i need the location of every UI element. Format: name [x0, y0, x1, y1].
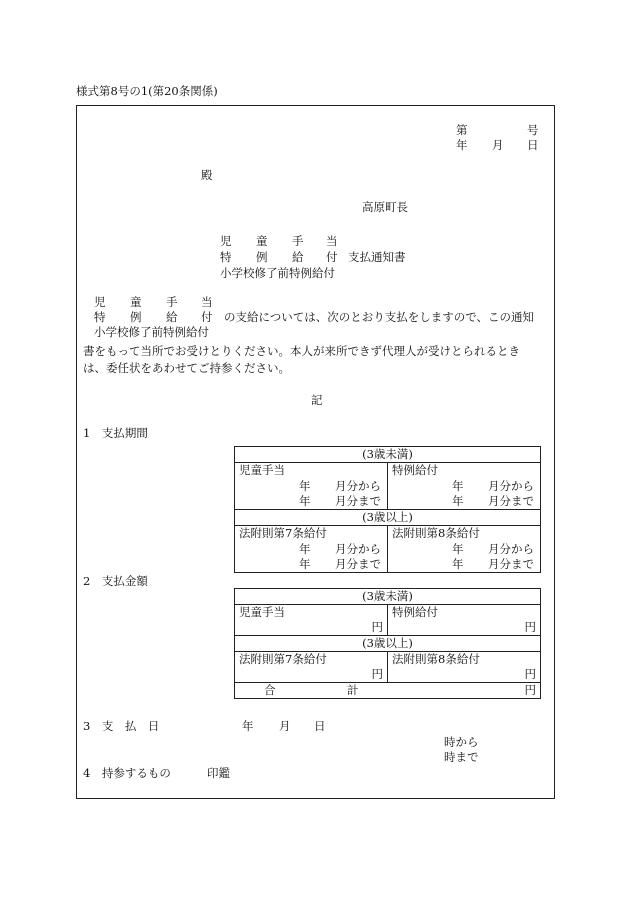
- addressee-suffix: 殿: [201, 168, 213, 182]
- amount-col-d-label: 法附則第8条給付: [392, 652, 480, 666]
- body-stack3: 小学校修了前特例給付: [94, 325, 209, 339]
- period-col-a-label: 児童手当: [239, 463, 285, 477]
- period-c-from-year: 年: [299, 542, 311, 556]
- payment-period-table: [234, 446, 541, 573]
- period-c-from-month: 月分から: [335, 542, 381, 556]
- title-line2-suffix: 支払通知書: [348, 250, 406, 264]
- payday-month: 月: [279, 719, 291, 733]
- time-from: 時から: [444, 735, 479, 749]
- form-title: 様式第8号の1(第20条関係): [76, 84, 218, 98]
- body-stack2-c2: 例: [130, 310, 142, 324]
- period-cell-b: [388, 463, 541, 510]
- issuer: 高原町長: [362, 200, 408, 214]
- period-col-b-label: 特例給付: [392, 463, 438, 477]
- period-b-from-year: 年: [452, 479, 464, 493]
- amount-col-c-label: 法附則第7条給付: [239, 652, 327, 666]
- date-day: 日: [527, 138, 539, 152]
- period-b-from-month: 月分から: [488, 479, 534, 493]
- title-line2-c2: 例: [256, 250, 268, 264]
- amount-over3-header: (3歳以上): [235, 636, 541, 652]
- section4-label: 4 持参するもの: [83, 766, 171, 780]
- body-line2: 書をもって当所でお受けとりください。本人が来所できず代理人が受けとられるとき: [83, 344, 520, 358]
- number-right: 号: [527, 123, 539, 137]
- payday-year: 年: [242, 719, 254, 733]
- amount-total-yen: 円: [524, 683, 537, 697]
- amount-c-yen: 円: [371, 667, 383, 681]
- period-c-to-month: 月分まで: [335, 557, 381, 571]
- body-stack1-c1: 児: [94, 295, 106, 309]
- period-a-to-month: 月分まで: [335, 494, 381, 508]
- body-stack2-c1: 特: [94, 310, 106, 324]
- amount-col-b-label: 特例給付: [392, 605, 438, 619]
- period-c-to-year: 年: [299, 557, 311, 571]
- body-stack2-c3: 給: [166, 310, 178, 324]
- section4-item: 印鑑: [207, 766, 230, 780]
- amount-cell-d: [388, 652, 541, 683]
- title-line2-c3: 給: [292, 250, 304, 264]
- period-under3-header: (3歳未満): [235, 447, 541, 463]
- amount-d-yen: 円: [524, 667, 537, 681]
- body-stack1-c4: 当: [201, 295, 213, 309]
- title-line3: 小学校修了前特例給付: [220, 266, 335, 280]
- amount-a-yen: 円: [371, 620, 383, 634]
- period-b-to-month: 月分まで: [488, 494, 534, 508]
- amount-cell-b: [388, 605, 541, 636]
- body-line3: は、委任状をあわせてご持参ください。: [83, 361, 290, 375]
- title-line1-c2: 童: [256, 234, 268, 248]
- amount-b-yen: 円: [524, 620, 537, 634]
- number-left: 第: [456, 123, 468, 137]
- title-line2-c1: 特: [220, 250, 232, 264]
- amount-total-label-b: 計: [347, 683, 359, 697]
- body-stack2-c4: 付: [201, 310, 213, 324]
- section2-label: 2 支払金額: [83, 574, 148, 588]
- period-cell-d: [388, 526, 541, 573]
- title-line2-c4: 付: [326, 250, 338, 264]
- period-col-d-label: 法附則第8条給付: [392, 526, 480, 540]
- period-d-to-month: 月分まで: [488, 557, 534, 571]
- body-line1-rest: の支給については、次のとおり支払をしますので、この通知: [224, 310, 535, 324]
- period-cell-c: [235, 526, 388, 573]
- date-month: 月: [492, 138, 504, 152]
- payment-amount-table: [234, 588, 541, 699]
- period-over3-header: (3歳以上): [235, 510, 541, 526]
- title-line1-c4: 当: [326, 234, 338, 248]
- amount-under3-header: (3歳未満): [235, 589, 541, 605]
- amount-total-label-a: 合: [264, 683, 276, 697]
- period-a-from-month: 月分から: [335, 479, 381, 493]
- period-d-from-year: 年: [452, 542, 464, 556]
- amount-total-row: [235, 683, 541, 699]
- section3-label: 3 支 払 日: [83, 719, 160, 733]
- period-cell-a: [235, 463, 388, 510]
- date-year: 年: [456, 138, 468, 152]
- period-col-c-label: 法附則第7条給付: [239, 526, 327, 540]
- title-line1-c1: 児: [220, 234, 232, 248]
- body-stack1-c3: 手: [166, 295, 178, 309]
- period-b-to-year: 年: [452, 494, 464, 508]
- period-d-from-month: 月分から: [488, 542, 534, 556]
- period-a-to-year: 年: [299, 494, 311, 508]
- ki-mark: 記: [311, 393, 323, 407]
- amount-cell-a: [235, 605, 388, 636]
- payday-day: 日: [314, 719, 326, 733]
- title-line1-c3: 手: [292, 234, 304, 248]
- body-stack1-c2: 童: [130, 295, 142, 309]
- amount-cell-c: [235, 652, 388, 683]
- period-d-to-year: 年: [452, 557, 464, 571]
- section1-label: 1 支払期間: [83, 426, 148, 440]
- period-a-from-year: 年: [299, 479, 311, 493]
- time-to: 時まで: [444, 750, 479, 764]
- amount-col-a-label: 児童手当: [239, 605, 285, 619]
